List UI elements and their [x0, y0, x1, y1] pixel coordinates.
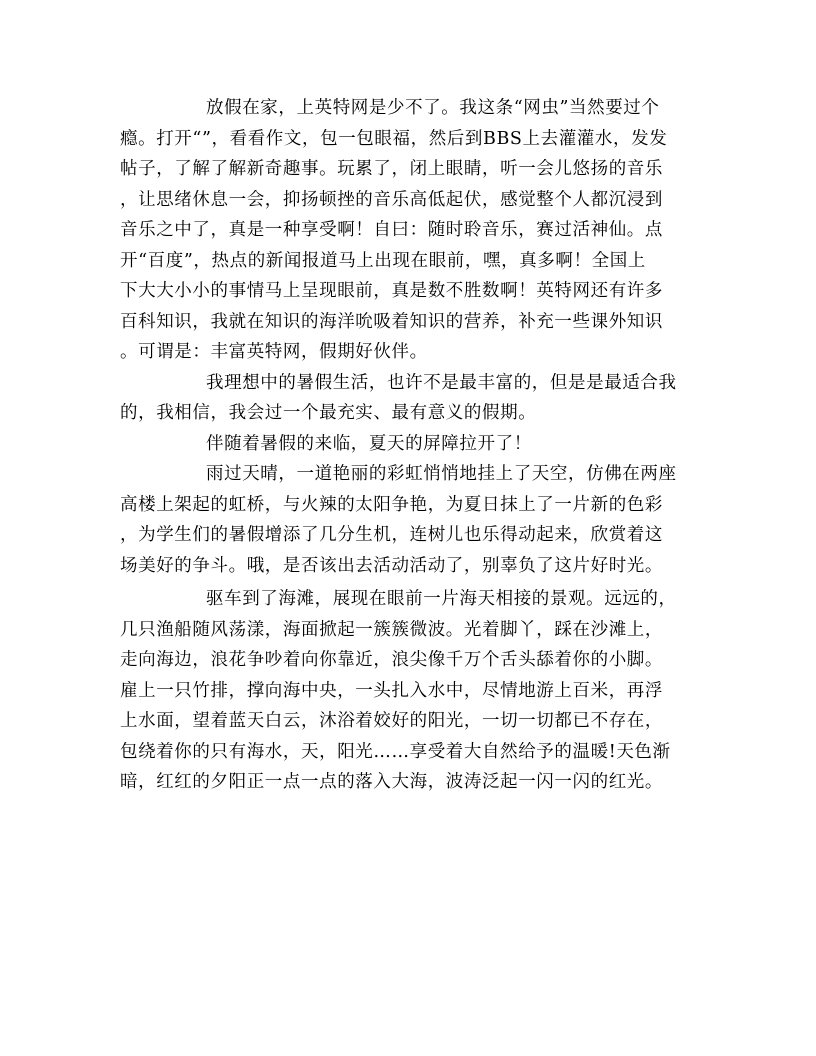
- paragraph-line: 瘾。打开“”，看看作文，包一包眼福，然后到BBS上去灌灌水，发发: [120, 128, 668, 149]
- paragraph-line: 百科知识，我就在知识的海洋吮吸着知识的营养，补充一些课外知识: [120, 311, 663, 332]
- document-body: [120, 93, 696, 798]
- paragraph-ideal-holiday: [120, 368, 696, 429]
- paragraph-line: 雨过天晴，一道艳丽的彩虹悄悄地挂上了天空，仿佛在两座: [206, 464, 677, 484]
- paragraph-line: 驱车到了海滩，展现在眼前一片海天相接的景观。远远的，: [206, 589, 677, 609]
- paragraph-line: 。可谓是：丰富英特网，假期好伙伴。: [120, 342, 428, 362]
- paragraph-line: 伴随着暑假的来临，夏天的屏障拉开了！: [206, 433, 532, 454]
- paragraph-line: 开“百度”，热点的新闻报道马上出现在眼前，嘿，真多啊！全国上: [120, 250, 646, 271]
- paragraph-rainbow: [120, 459, 696, 581]
- paragraph-line: 我理想中的暑假生活，也许不是最丰富的，但是是最适合我: [206, 372, 677, 393]
- paragraph-line: 几只渔船随风荡漾，海面掀起一簇簇微波。光着脚丫，踩在沙滩上，: [120, 619, 663, 640]
- paragraph-internet: [120, 93, 696, 368]
- paragraph-line: 包绕着你的只有海水，天，阳光……享受着大自然给予的温暖!天色渐: [120, 741, 671, 762]
- paragraph-summer-opening: [120, 429, 696, 460]
- paragraph-line: 走向海边，浪花争吵着向你靠近，浪尖像千万个舌头舔着你的小脚。: [120, 650, 663, 670]
- paragraph-line: 放假在家，上英特网是少不了。我这条“网虫”当然要过个: [206, 98, 660, 118]
- paragraph-line: 的，我相信，我会过一个最充实、最有意义的假期。: [120, 403, 537, 423]
- paragraph-line: 帖子，了解了解新奇趣事。玩累了，闭上眼睛，听一会儿悠扬的音乐: [120, 159, 663, 179]
- paragraph-line: 暗，红红的夕阳正一点一点的落入大海，波涛泛起一闪一闪的红光。: [120, 772, 663, 792]
- paragraph-beach: [120, 584, 696, 798]
- paragraph-line: 雇上一只竹排，撑向海中央，一头扎入水中，尽情地游上百米，再浮: [120, 680, 663, 701]
- paragraph-line: 音乐之中了，真是一种享受啊！自曰：随时聆音乐，赛过活神仙。点: [120, 220, 663, 240]
- paragraph-line: 下大大小小的事情马上呈现眼前，真是数不胜数啊！英特网还有许多: [120, 281, 663, 301]
- paragraph-line: ，让思绪休息一会，抑扬顿挫的音乐高低起伏，感觉整个人都沉浸到: [120, 189, 663, 210]
- paragraph-line: 场美好的争斗。哦，是否该出去活动活动了，别辜负了这片好时光。: [120, 555, 663, 576]
- paragraph-line: 高楼上架起的虹桥，与火辣的太阳争艳，为夏日抹上了一片新的色彩: [120, 494, 663, 515]
- paragraph-line: 上水面，望着蓝天白云，沐浴着姣好的阳光，一切一切都已不存在，: [120, 711, 663, 731]
- paragraph-line: ，为学生们的暑假增添了几分生机，连树儿也乐得动起来，欣赏着这: [120, 525, 663, 545]
